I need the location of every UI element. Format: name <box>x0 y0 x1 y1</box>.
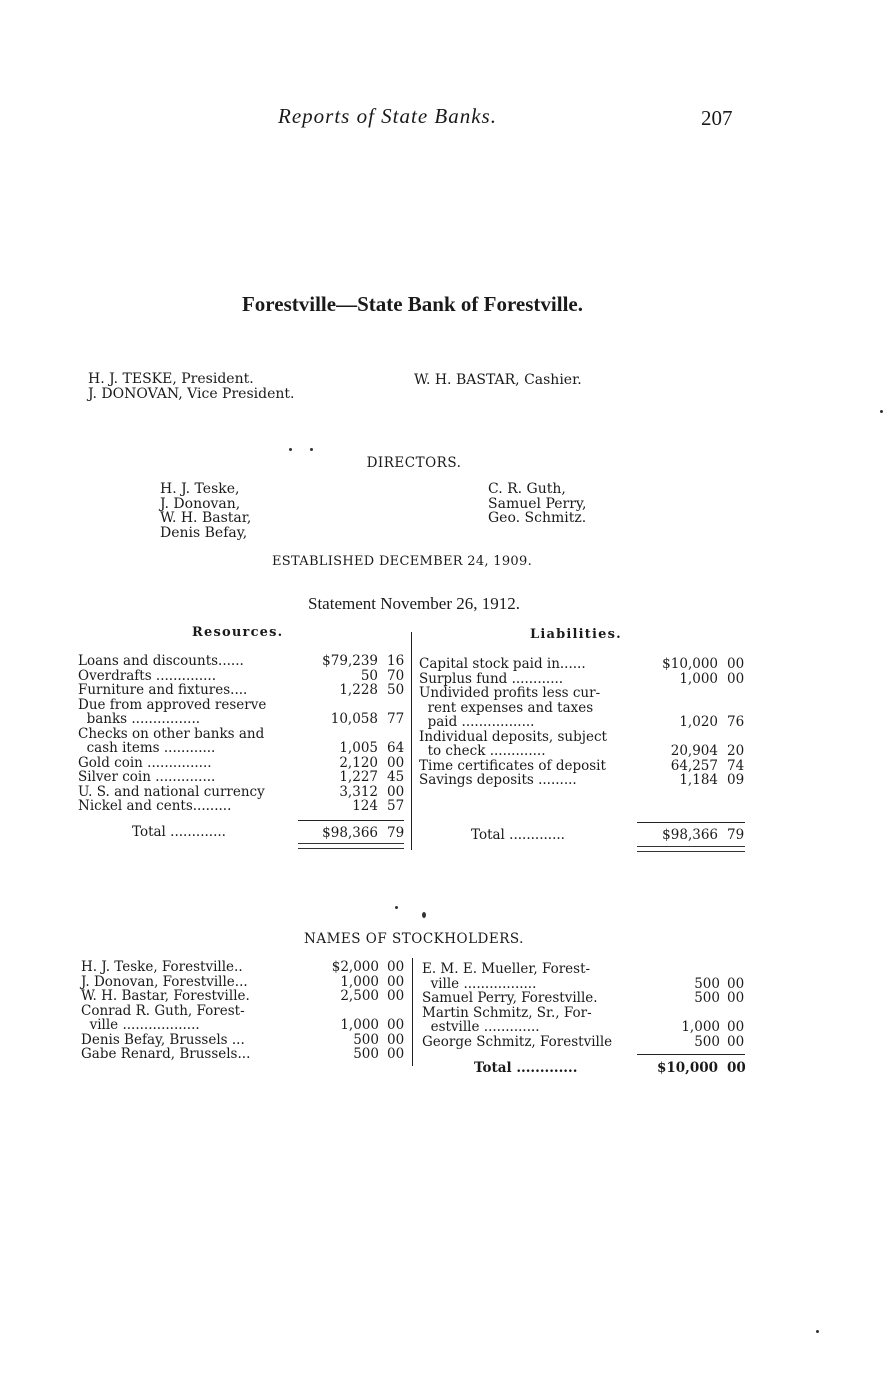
row-amount: 1,005 <box>339 740 378 756</box>
resources-row <box>78 785 408 800</box>
resources-row <box>78 669 408 684</box>
row-label: Conrad R. Guth, Forest- <box>81 1002 245 1019</box>
row-cents: 00 <box>387 1031 405 1048</box>
liabilities-total-amount: $98,366 <box>662 827 718 843</box>
row-cents: 00 <box>387 1017 405 1033</box>
row-label: paid ................. <box>419 714 535 730</box>
liabilities-total-label: Total ............. <box>471 827 565 843</box>
row-amount: 2,500 <box>340 988 379 1004</box>
stockholder-row <box>81 975 411 990</box>
row-label: J. Donovan, Forestville... <box>81 973 248 990</box>
row-cents: 00 <box>727 975 745 992</box>
row-label: Time certificates of deposit <box>419 757 606 774</box>
row-cents: 00 <box>387 988 405 1004</box>
row-amount: 2,120 <box>339 754 378 771</box>
row-amount: 124 <box>352 798 378 814</box>
row-label: E. M. E. Mueller, Forest- <box>422 961 591 977</box>
statement-divider <box>411 632 412 850</box>
row-label: ville .................. <box>81 1017 200 1033</box>
row-cents: 76 <box>727 714 745 730</box>
row-amount: $79,239 <box>322 653 378 669</box>
row-amount: 1,000 <box>679 670 718 687</box>
liabilities-row <box>419 744 749 759</box>
row-label: Furniture and fixtures.... <box>78 682 248 698</box>
row-cents: 45 <box>387 769 405 785</box>
row-cents: 09 <box>727 772 745 788</box>
row-label: Loans and discounts...... <box>78 653 244 669</box>
row-label: Checks on other banks and <box>78 725 265 742</box>
row-label: Surplus fund ............ <box>419 670 564 687</box>
stockholders-total-label: Total ............. <box>474 1060 578 1076</box>
row-cents: 57 <box>387 798 405 814</box>
stockholder-row <box>422 1035 752 1050</box>
scan-speck <box>310 448 313 451</box>
row-label: ville ................. <box>422 975 537 992</box>
row-cents: 00 <box>727 670 745 687</box>
stockholders-divider <box>412 958 413 1066</box>
resources-row <box>78 756 408 771</box>
directors-left-list <box>160 482 251 540</box>
row-cents: 00 <box>727 656 745 672</box>
resources-row <box>78 654 408 669</box>
row-amount: 1,000 <box>340 973 379 990</box>
row-amount: $2,000 <box>331 959 379 975</box>
row-cents: 00 <box>387 754 405 771</box>
row-amount: 500 <box>694 1033 720 1050</box>
row-label: Individual deposits, subject <box>419 728 607 745</box>
stockholders-total-amount: $10,000 <box>656 1060 718 1076</box>
row-amount: 20,904 <box>670 743 718 759</box>
row-amount: 10,058 <box>330 711 378 727</box>
liabilities-row <box>419 759 749 774</box>
row-cents: 00 <box>387 973 405 990</box>
resources-row <box>78 712 408 727</box>
row-cents: 00 <box>727 1033 745 1050</box>
row-label: Nickel and cents......... <box>78 798 232 814</box>
resources-heading: Resources. <box>192 625 284 640</box>
stockholder-row <box>422 991 752 1006</box>
row-amount: 1,020 <box>679 714 718 730</box>
row-label: Samuel Perry, Forestville. <box>422 990 598 1006</box>
liabilities-row <box>419 730 749 745</box>
director-name: J. Donovan, <box>160 495 241 512</box>
director-name: W. H. Bastar, <box>160 510 252 526</box>
director-name: H. J. Teske, <box>160 481 240 497</box>
total-label: Total ............. <box>132 824 226 840</box>
officer-president: H. J. TESKE, President. <box>88 371 254 387</box>
resources-total-cents: 79 <box>387 825 405 841</box>
liabilities-row <box>419 686 749 701</box>
row-label: Gabe Renard, Brussels... <box>81 1046 251 1062</box>
resources-row <box>78 741 408 756</box>
stockholder-row <box>81 989 411 1004</box>
row-amount: 1,000 <box>681 1019 720 1035</box>
resources-rule <box>298 820 404 821</box>
row-cents: 16 <box>387 653 405 669</box>
officer-cashier: W. H. BASTAR, Cashier. <box>414 372 582 388</box>
row-amount: 3,312 <box>339 783 378 800</box>
liabilities-rule <box>637 822 745 823</box>
running-title: Reports of State Banks. <box>278 104 497 128</box>
stockholder-row <box>422 962 752 977</box>
resources-row <box>78 799 408 814</box>
row-amount: 500 <box>694 990 720 1006</box>
page-number: 207 <box>701 106 733 130</box>
stockholder-row <box>81 960 411 975</box>
row-cents: 77 <box>387 711 405 727</box>
liabilities-row <box>419 715 749 730</box>
row-amount: 1,228 <box>339 682 378 698</box>
row-amount: 64,257 <box>670 757 718 774</box>
row-label: Gold coin ............... <box>78 754 212 771</box>
row-label: to check ............. <box>419 743 546 759</box>
directors-heading: DIRECTORS. <box>366 455 462 471</box>
row-label: W. H. Bastar, Forestville. <box>81 988 250 1004</box>
scan-speck <box>395 906 398 909</box>
row-label: George Schmitz, Forestville <box>422 1033 613 1050</box>
row-cents: 70 <box>387 667 405 684</box>
resources-row <box>78 770 408 785</box>
stockholder-row <box>422 977 752 992</box>
row-cents: 00 <box>727 990 745 1006</box>
bank-title: Forestville—State Bank of Forestville. <box>241 292 583 316</box>
row-label: Savings deposits ......... <box>419 772 577 788</box>
row-cents: 74 <box>727 757 745 774</box>
stockholder-row <box>81 1018 411 1033</box>
stockholder-row <box>81 1004 411 1019</box>
liabilities-double-rule <box>637 846 745 852</box>
row-label: U. S. and national currency <box>78 783 265 800</box>
directors-right-list <box>488 482 586 526</box>
row-cents: 20 <box>727 743 745 759</box>
row-label: Martin Schmitz, Sr., For- <box>422 1004 592 1021</box>
row-amount: 500 <box>353 1046 379 1062</box>
stockholder-row <box>81 1033 411 1048</box>
established-line: ESTABLISHED DECEMBER 24, 1909. <box>272 554 532 569</box>
row-amount: 500 <box>694 975 720 992</box>
director-name: Denis Befay, <box>160 524 248 541</box>
row-amount: 50 <box>360 667 378 684</box>
scan-speck <box>289 448 292 451</box>
scan-speck <box>816 1330 819 1333</box>
row-label: Denis Befay, Brussels ... <box>81 1031 245 1048</box>
stockholder-row <box>422 1006 752 1021</box>
row-amount: 1,227 <box>339 769 378 785</box>
row-cents: 50 <box>387 682 405 698</box>
row-label: estville ............. <box>422 1019 540 1035</box>
liabilities-row <box>419 672 749 687</box>
row-amount: 500 <box>353 1031 379 1048</box>
director-name: Geo. Schmitz. <box>488 510 587 526</box>
row-cents: 00 <box>387 783 405 800</box>
row-label: Overdrafts .............. <box>78 667 216 684</box>
row-amount: 1,000 <box>340 1017 379 1033</box>
statement-title: Statement November 26, 1912. <box>308 594 520 613</box>
row-cents: 00 <box>727 1019 745 1035</box>
row-amount: $10,000 <box>662 656 718 672</box>
row-label: Capital stock paid in...... <box>419 656 586 672</box>
resources-double-rule <box>298 843 404 849</box>
director-name: Samuel Perry, <box>488 495 587 512</box>
liabilities-row <box>419 657 749 672</box>
officer-vice-president: J. DONOVAN, Vice President. <box>88 386 295 402</box>
stockholder-row <box>81 1047 411 1062</box>
row-amount: 1,184 <box>679 772 718 788</box>
liabilities-row <box>419 773 749 788</box>
row-label: cash items ............ <box>78 740 216 756</box>
stockholder-row <box>422 1020 752 1035</box>
scan-speck <box>422 912 426 918</box>
row-label: H. J. Teske, Forestville.. <box>81 959 243 975</box>
scan-speck <box>880 410 883 413</box>
row-label: Undivided profits less cur- <box>419 685 601 701</box>
row-label: Silver coin .............. <box>78 769 216 785</box>
stockholders-rule <box>637 1054 745 1055</box>
row-cents: 00 <box>387 1046 405 1062</box>
row-cents: 64 <box>387 740 405 756</box>
stockholders-heading: NAMES OF STOCKHOLDERS. <box>304 931 524 947</box>
row-label: rent expenses and taxes <box>419 699 594 716</box>
row-cents: 00 <box>387 959 405 975</box>
liabilities-total-cents: 79 <box>727 827 745 843</box>
row-label: Due from approved reserve <box>78 696 267 713</box>
resources-total-amount: $98,366 <box>322 825 378 841</box>
liabilities-row <box>419 701 749 716</box>
resources-row <box>78 683 408 698</box>
director-name: C. R. Guth, <box>488 481 566 497</box>
resources-row <box>78 727 408 742</box>
liabilities-heading: Liabilities. <box>530 627 622 642</box>
stockholders-total-cents: 00 <box>727 1060 746 1076</box>
row-label: banks ................ <box>78 711 201 727</box>
resources-row <box>78 698 408 713</box>
